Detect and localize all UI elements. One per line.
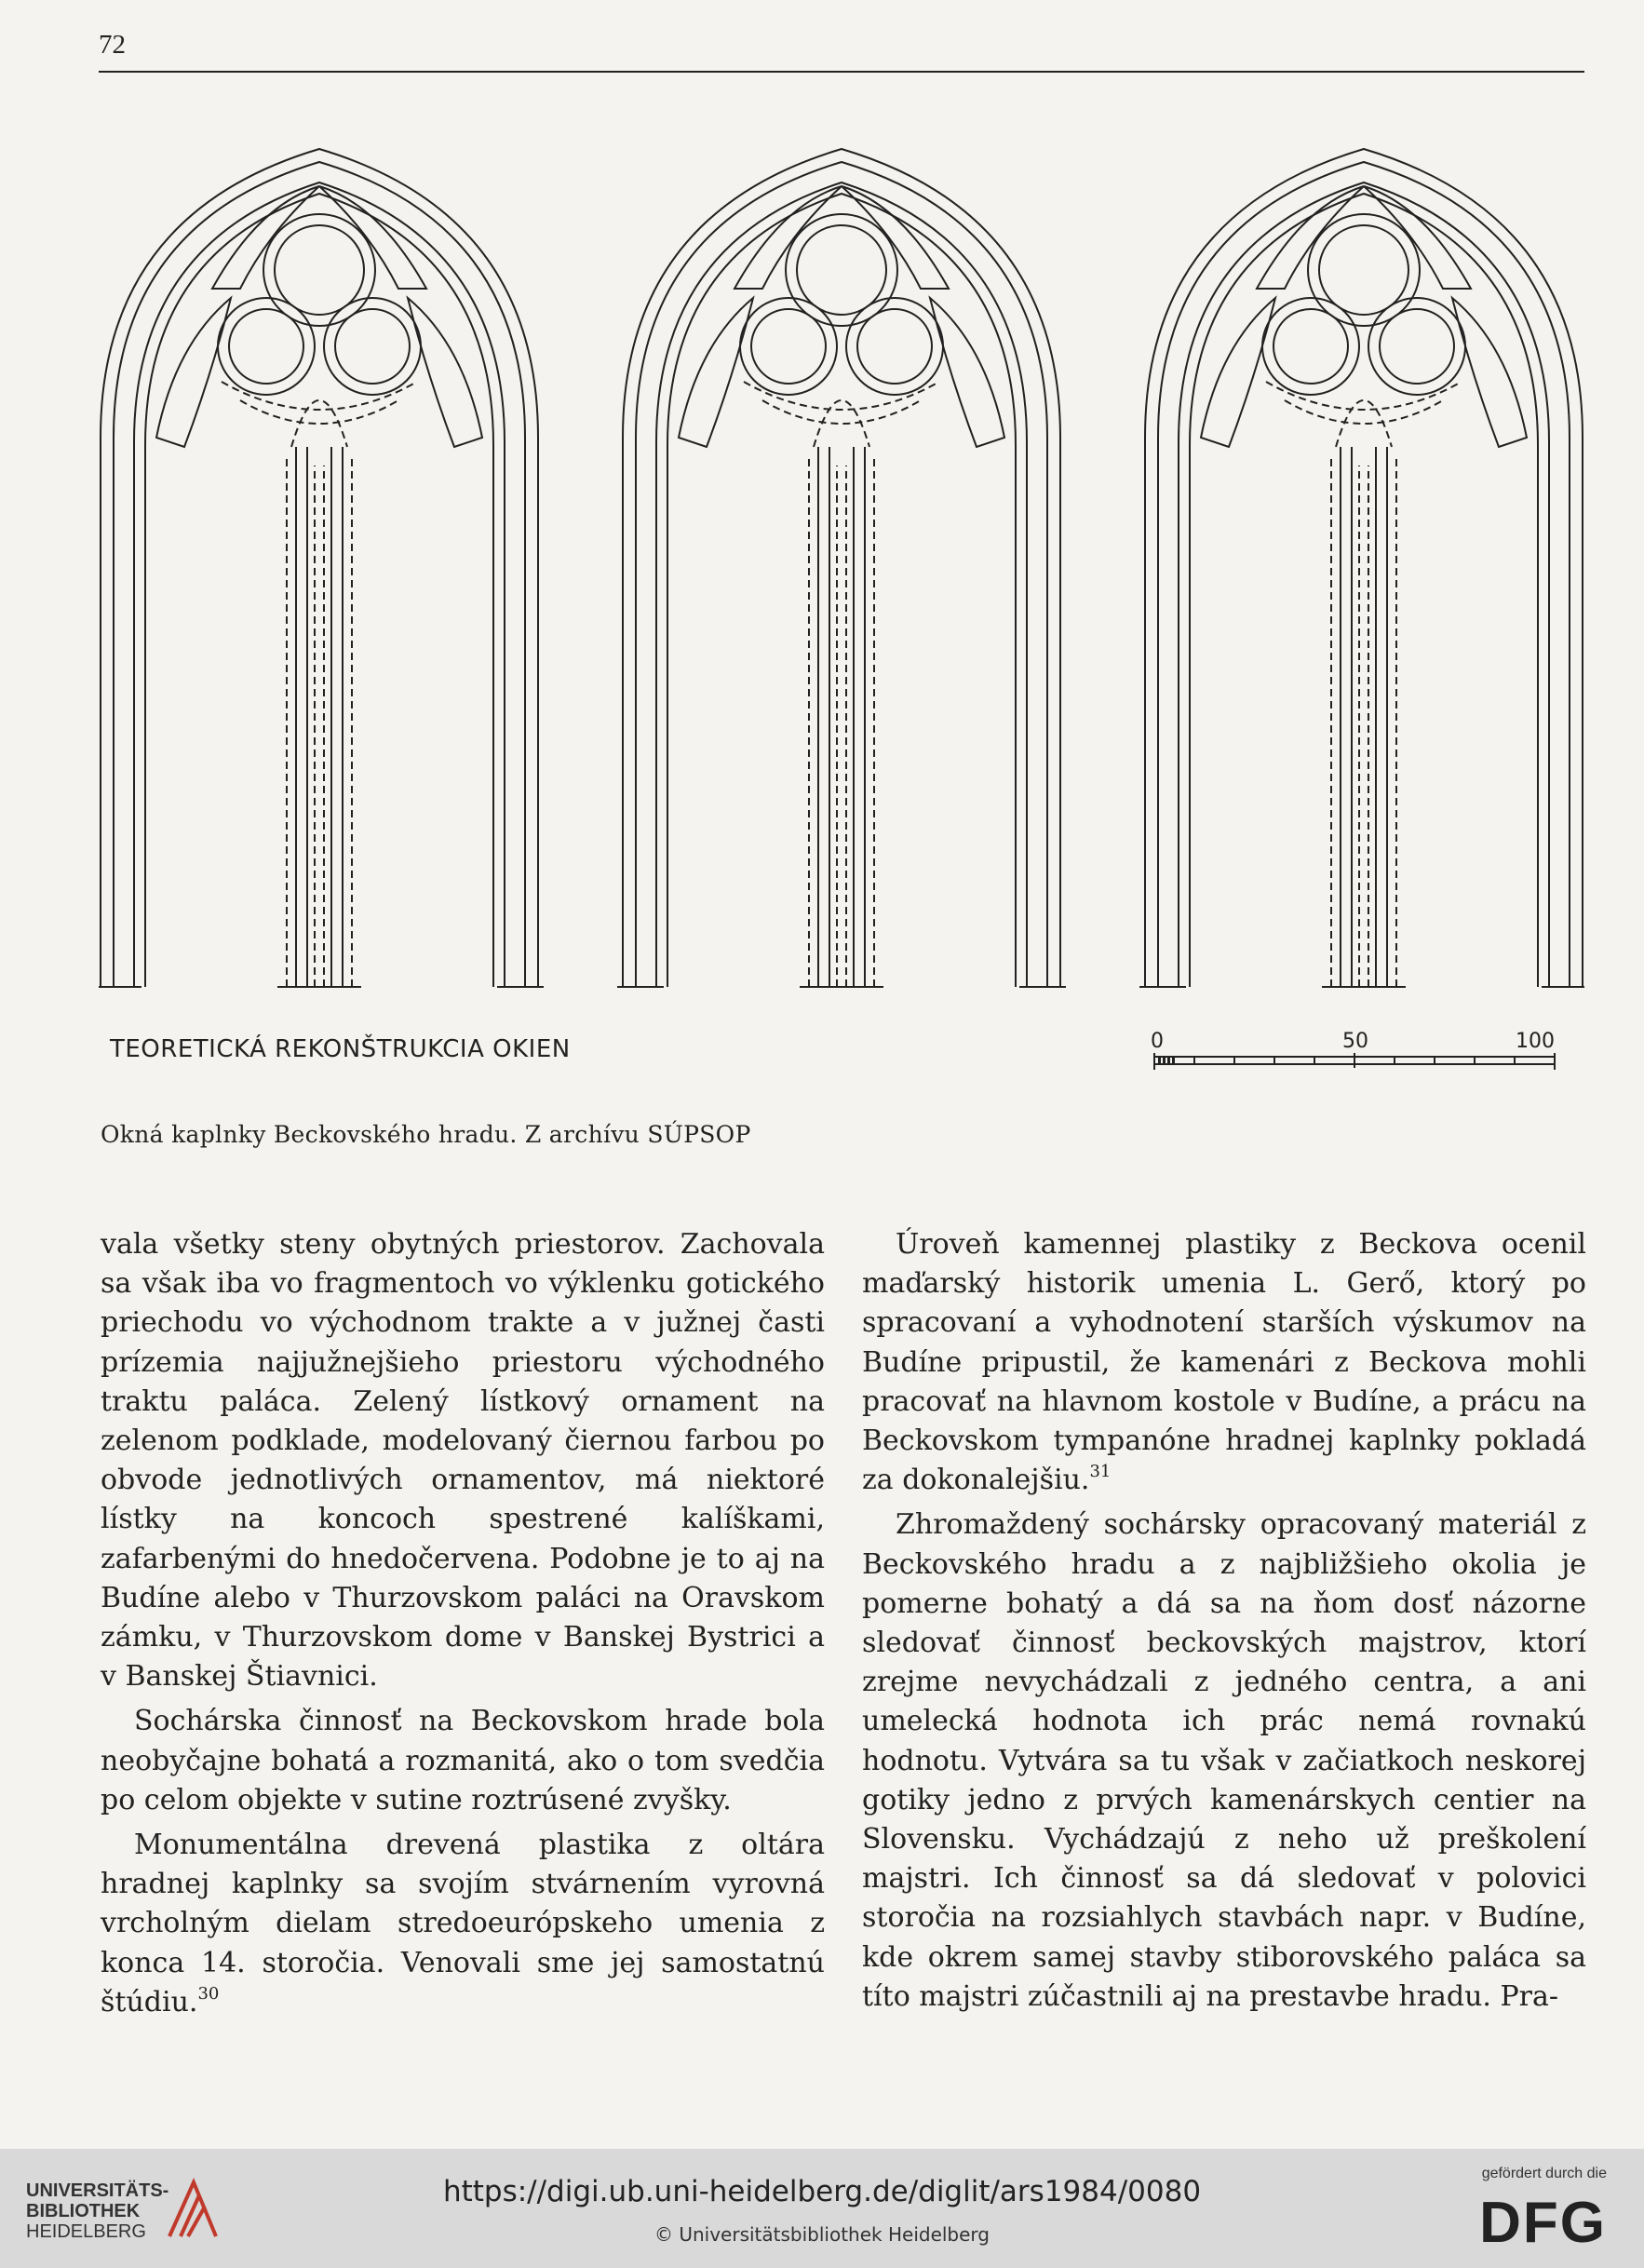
scale-label-50: 50 [1342, 1030, 1368, 1053]
paragraph [101, 1225, 825, 1696]
window-reconstruction-drawing [99, 112, 1584, 1043]
library-name-line: BIBLIOTHEK [26, 2201, 141, 2221]
dfg-logo[interactable]: DFG [1479, 2191, 1607, 2255]
copyright-notice: © Universitätsbibliothek Heidelberg [654, 2223, 990, 2246]
footnote-ref: 30 [197, 1983, 220, 2004]
paragraph [862, 1225, 1586, 1500]
paragraph [862, 1505, 1586, 2017]
page-number: 72 [99, 30, 126, 60]
library-name-line: UNIVERSITÄTS- [26, 2180, 169, 2201]
right-text-column [862, 1225, 1586, 2017]
scale-label-100: 100 [1516, 1030, 1555, 1053]
left-text-column [101, 1225, 825, 2022]
header-rule [99, 71, 1584, 73]
scale-bar [1151, 1027, 1560, 1083]
paragraph [101, 1826, 825, 2022]
paragraph-text: vala všetky steny obytných priestorov. Zachovala sa však iba vo fragmentoch vo výklenku gotického priechodu vo východnom trakte a v južnej časti prízemia najjužnejšieho priestoru východného traktu paláca. Zelený lístkový ornament na zelenom podklade, modelovaný čiernou farbou po obvode jednotlivých ornamentov, má niektoré lístky na koncoch spestrené kalíškami, zafarbenými do hnedočervena. Podobne je to aj na Budíne alebo v Thurzovskom paláci na Oravskom zámku, v Thurzovskom dome v Banskej Bystrici a v Banskej Štiavnici. [101, 1228, 825, 1694]
figure-caption: Okná kaplnky Beckovského hradu. Z archívu SÚPSOP [101, 1121, 751, 1148]
paragraph-text: Monumentálna drevená plastika z oltára hradnej kaplnky sa svojím stvárnením vyrovná vrcholným dielam stredoeurópskeho umenia z konca 14. storočia. Venovali sme jej samostatnú štúdiu. [101, 1829, 825, 2018]
figure-label: TEORETICKÁ REKONŠTRUKCIA OKIEN [110, 1035, 571, 1063]
library-name-line: HEIDELBERG [26, 2221, 146, 2242]
paragraph [101, 1702, 825, 1820]
paragraph-text: Úroveň kamennej plastiky z Beckova ocenil maďarský historik umenia L. Gerő, ktorý po spracovaní a vyhodnotení starších výskumov na Budíne pripustil, že kamenári z Beckova mohli pracovať na hlavnom kostole v Budíne, a prácu na Beckovskom tympanóne hradnej kaplnky pokladá za dokonalejšiu. [862, 1228, 1586, 1497]
paragraph-text: Sochárska činnosť na Beckovskom hrade bola neobyčajne bohatá a rozmanitá, ako o tom svedčia po celom objekte v sutine roztrúsené zvyšky. [101, 1705, 825, 1816]
funder-note: gefördert durch die [1481, 2166, 1607, 2181]
permalink-url[interactable]: https://digi.ub.uni-heidelberg.de/diglit/ars1984/0080 [442, 2175, 1202, 2208]
paragraph-text: Zhromaždený sochársky opracovaný materiál z Beckovského hradu a z najbližšieho okolia je pomerne bohatý a dá sa na ňom dosť názorne sledovať činnosť beckovských majstrov, ktorí zrejme nevychádzali z jedného centra, a ani umelecká hodnota ich prác nemá rovnakú hodnotu. Vytvára sa tu však v začiatkoch neskorej gotiky jedno z prvých kamenárskych centier na Slovensku. Vychádzajú z neho už preškolení majstri. Ich činnosť sa dá sledovať v polovici storočia na rozsiahlych stavbách napr. v Budíne, kde okrem samej stavby stiborovského paláca sa títo majstri zúčastnili aj na prestavbe hradu. Pra- [862, 1508, 1586, 2013]
footnote-ref: 31 [1089, 1462, 1112, 1482]
scale-label-0: 0 [1151, 1030, 1164, 1053]
viewer-footer [0, 2149, 1644, 2268]
